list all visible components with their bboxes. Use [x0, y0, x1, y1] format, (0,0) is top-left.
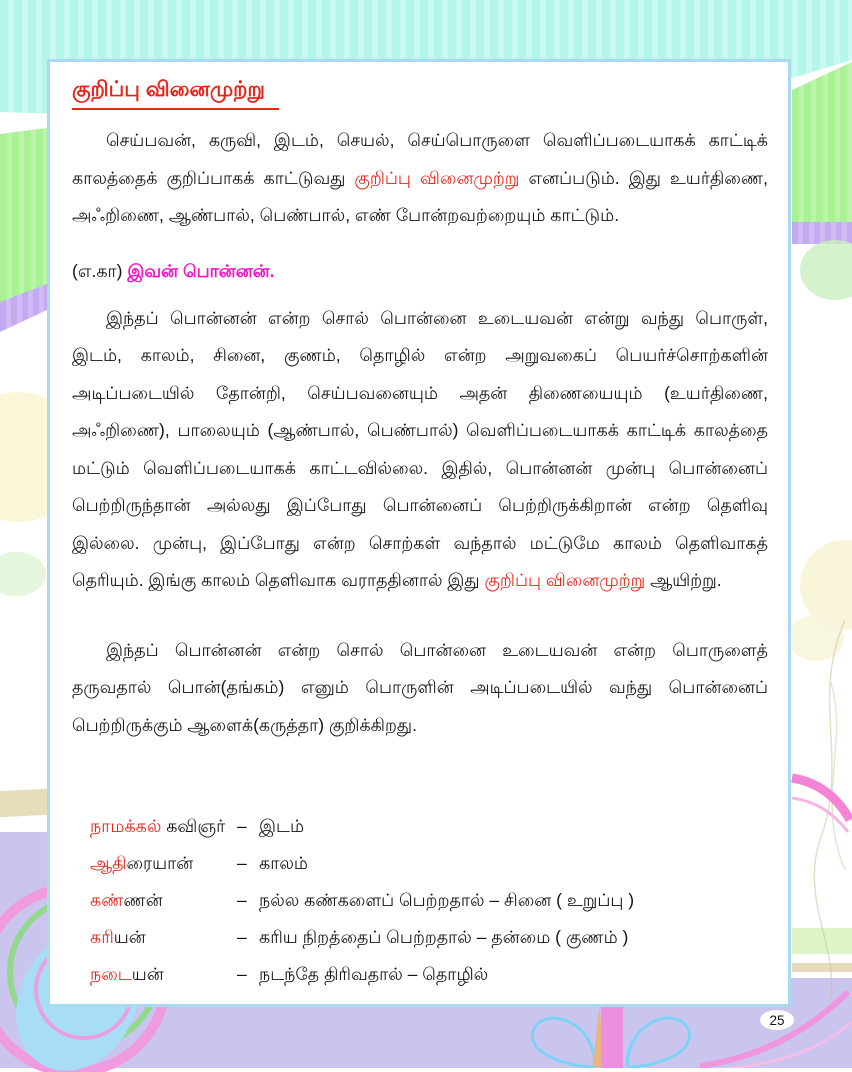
dash-separator: – [237, 927, 247, 947]
right-green-blob [800, 240, 852, 300]
page-title: குறிப்பு வினைமுற்று [72, 78, 279, 110]
paragraph-3: இந்தப் பொன்னன் என்ற சொல் பொன்னை உடையவன் என்ற பொருளைத் தருவதால் பொன்(தங்கம்) எனும் பொருளின் அடிப்படையில் வந்து பொன்னைப் பெற்றிருக்கும் ஆளைக்(கருத்தா) குறிக்கிறது. [72, 639, 768, 735]
example-line [72, 261, 768, 284]
word-meaning: நடந்தே திரிவதால் – தொழில் [259, 964, 489, 984]
word-list-row [90, 845, 768, 882]
word-term [90, 845, 237, 882]
word-list-row [90, 882, 768, 919]
word-term [90, 808, 237, 845]
right-green-stripe-band [792, 62, 852, 242]
content-panel [47, 59, 791, 1007]
word-term-rest: ணன் [123, 890, 163, 910]
paragraph-2 [72, 300, 768, 600]
word-list-row [90, 956, 768, 993]
word-term-red: ஆதி [90, 853, 127, 873]
word-term-rest: யன் [113, 927, 146, 947]
paragraph-1-highlight: குறிப்பு வினைமுற்று [354, 167, 520, 188]
word-list [90, 808, 768, 993]
word-term [90, 882, 237, 919]
left-green-stripe-band [0, 128, 47, 314]
word-list-row [90, 919, 768, 956]
word-term [90, 919, 237, 956]
paragraph-1-before: செய்பவன், கருவி, இடம், செயல், செய்பொருளை வெளிப்படையாகக் காட்டிக் காலத்தைக் குறிப்பாகக் காட்டுவது [72, 130, 768, 188]
left-tan-band [0, 789, 47, 817]
dash-separator: – [237, 890, 247, 910]
paragraph-1-after: எனப்படும். இது உயர்திணை, அஃறிணை, ஆண்பால், பெண்பால், எண் போன்றவற்றையும் காட்டும். [72, 167, 768, 225]
paragraph-1 [72, 122, 768, 235]
word-term-red: நடை [90, 964, 132, 984]
word-meaning: காலம் [259, 853, 308, 873]
example-text: இவன் பொன்னன். [127, 260, 275, 281]
word-term-red: கண் [90, 890, 124, 910]
word-term-red: கரி [90, 927, 114, 947]
word-meaning: கரிய நிறத்தைப் பெற்றதால் – தன்மை ( குணம் ) [259, 927, 629, 947]
right-edge-arc-decoration [790, 768, 852, 838]
word-term-rest: யன் [131, 964, 164, 984]
word-meaning: இடம் [259, 816, 305, 836]
paragraph-2-after: ஆயிற்று. [645, 570, 722, 590]
example-label: (எ.கா) [72, 260, 128, 281]
dash-separator: – [237, 816, 247, 836]
word-list-row [90, 808, 768, 845]
word-term-rest: ரையான் [126, 853, 194, 873]
word-term [90, 956, 237, 993]
dash-separator: – [237, 853, 247, 873]
left-green-leaf-blob [0, 552, 46, 596]
paragraph-2-highlight: குறிப்பு வினைமுற்று [484, 570, 646, 590]
page-number-badge: 25 [760, 1010, 794, 1030]
dash-separator: – [237, 964, 247, 984]
paragraph-2-before: இந்தப் பொன்னன் என்ற சொல் பொன்னை உடையவன் என்று வந்து பொருள், இடம், காலம், சினை, குணம், தொழில் என்ற அறுவகைப் பெயர்ச்சொற்களின் அடிப்படையில் தோன்றி, செய்பவனையும் அதன் திணையையும் (உயர்திணை, அஃறிணை), பாலையும் (ஆண்பால், பெண்பால்) வெளிப்படையாகக் காட்டிக் காலத்தை மட்டும் வெளிப்படையாகக் காட்டவில்லை. இதில், பொன்னன் முன்பு பொன்னைப் பெற்றிருந்தான் அல்லது இப்போது பொன்னைப் பெற்றிருக்கிறான் என்ற தெளிவு இல்லை. முன்பு, இப்போது என்ற சொற்கள் வந்தால் மட்டுமே காலம் தெளிவாகத் தெரியும். இங்கு காலம் தெளிவாக வராததினால் இது [72, 307, 768, 590]
word-term-rest: கவிஞர் [161, 816, 226, 836]
word-meaning: நல்ல கண்களைப் பெற்றதால் – சினை ( உறுப்பு ) [259, 890, 635, 910]
word-term-red: நாமக்கல் [90, 816, 162, 836]
bottom-center-swirl-decoration [495, 1005, 725, 1068]
